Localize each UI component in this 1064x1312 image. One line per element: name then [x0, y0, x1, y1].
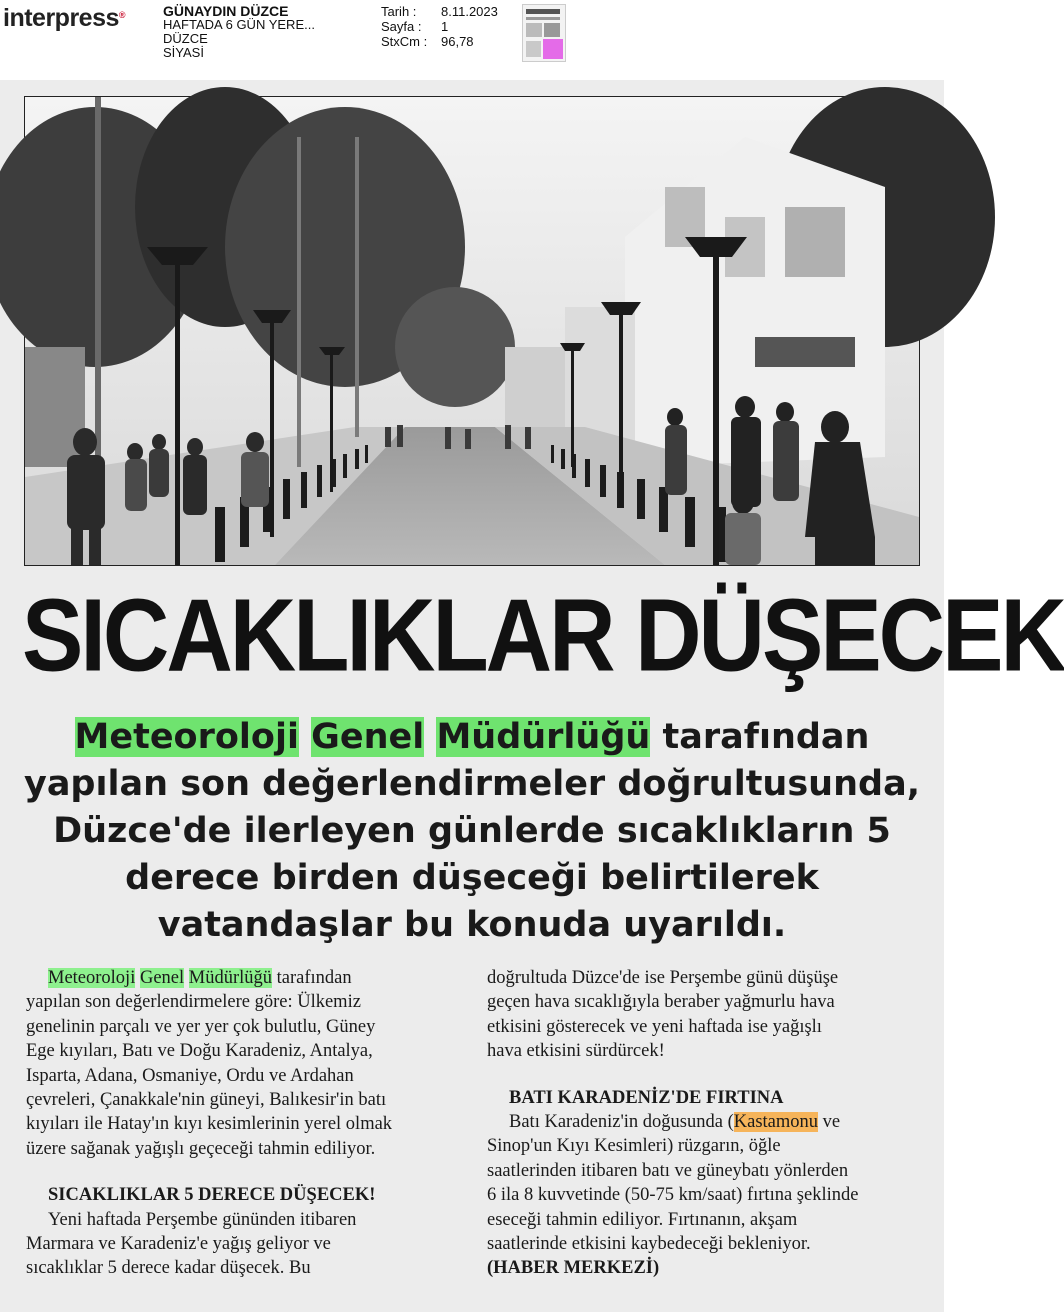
meta-key: StxCm : — [381, 34, 428, 49]
body-line: hava etkisini sürdürcek! — [487, 1041, 665, 1062]
section-subhead: SICAKLIKLAR 5 DERECE DÜŞECEK! — [48, 1185, 376, 1206]
body-line: Isparta, Adana, Osmaniye, Ordu ve Ardahan — [26, 1065, 354, 1086]
meta-row-page — [381, 19, 498, 34]
street-photo-image — [25, 97, 919, 565]
page-thumbnail[interactable] — [522, 4, 566, 62]
body-line: üzere sağanak yağışlı geçeceği tahmin ediliyor. — [26, 1138, 376, 1159]
highlighted-keyword: Müdürlüğü — [188, 968, 273, 988]
lede-line: vatandaşlar bu konuda uyarıldı. — [157, 905, 787, 945]
headline-short: HAFTADA 6 GÜN YERE... — [163, 17, 315, 32]
lede-line: Düzce'de ilerleyen günlerde sıcaklıkların 5 — [53, 811, 891, 851]
body-line: genelinin parçalı ve yer yer çok bulutlu, Güney — [26, 1016, 376, 1037]
highlighted-keyword: Genel — [311, 717, 425, 757]
clipping-header — [0, 0, 944, 80]
clipping-meta — [381, 4, 498, 49]
highlighted-keyword: Meteoroloji — [48, 968, 136, 988]
body-line: 6 ila 8 kuvvetinde (50-75 km/saat) fırtına şeklinde — [487, 1185, 859, 1206]
article-page — [0, 80, 1064, 1312]
body-line: Ege kıyıları, Batı ve Doğu Karadeniz, Antalya, — [26, 1041, 373, 1062]
highlighted-keyword: Genel — [139, 968, 185, 988]
body-line: saatlerinde etkisini kaybedeceği bekleniyor. — [487, 1234, 811, 1255]
article-column-1 — [26, 966, 446, 1281]
body-text: Batı Karadeniz'in doğusunda ( — [509, 1112, 734, 1133]
body-line: kıyıları ile Hatay'ın kıyı kesimlerinin yerel olmak — [26, 1114, 393, 1135]
body-line: saatlerinden itibaren batı ve güneybatı yönlerden — [487, 1160, 849, 1181]
source-info — [163, 4, 315, 60]
section-label: SİYASİ — [163, 45, 204, 60]
body-line: Yeni haftada Perşembe gününden itibaren — [48, 1209, 357, 1230]
lede-line: derece birden düşeceği belirtilerek — [125, 858, 819, 898]
body-line: doğrultuda Düzce'de ise Perşembe günü düşüşe — [487, 968, 839, 988]
meta-key: Tarih : — [381, 4, 417, 19]
body-line: geçen hava sıcaklığıyla beraber yağmurlu hava — [487, 992, 835, 1013]
highlighted-keyword: Meteoroloji — [74, 717, 299, 757]
meta-value: 8.11.2023 — [441, 4, 498, 19]
clipping-location-marker — [543, 39, 563, 59]
highlighted-keyword: Kastamonu — [733, 1112, 819, 1133]
body-line: sıcaklıklar 5 derece kadar düşecek. Bu — [26, 1258, 311, 1279]
body-line: eseceği tahmin ediliyor. Fırtınanın, akşam — [487, 1209, 798, 1230]
newspaper-name: GÜNAYDIN DÜZCE — [163, 3, 289, 19]
body-paragraph — [487, 966, 927, 1064]
article-column-2 — [487, 966, 927, 1281]
article-byline: (HABER MERKEZİ) — [487, 1258, 660, 1279]
article-lede — [14, 714, 930, 949]
street-photo — [24, 96, 920, 566]
meta-row-stxcm — [381, 34, 498, 49]
interpress-logo — [3, 4, 125, 33]
body-text: tarafından — [272, 968, 352, 988]
lede-line: yapılan son değerlendirmeler doğrultusunda, — [24, 764, 920, 804]
highlighted-keyword: Müdürlüğü — [436, 717, 651, 757]
registered-mark: ® — [118, 10, 126, 20]
meta-value: 96,78 — [441, 34, 474, 49]
logo-text: interpress — [3, 4, 119, 32]
body-paragraph — [26, 1208, 446, 1281]
meta-key: Sayfa : — [381, 19, 422, 34]
body-line: etkisini gösterecek ve yeni haftada ise yağışlı — [487, 1016, 822, 1037]
article-headline: SICAKLIKLAR DÜŞECEK — [22, 578, 1064, 694]
body-text: ve — [818, 1112, 841, 1133]
body-paragraph — [26, 966, 446, 1161]
body-line: Marmara ve Karadeniz'e yağış geliyor ve — [26, 1234, 331, 1255]
meta-row-date — [381, 4, 498, 19]
body-paragraph — [487, 1110, 927, 1281]
body-line: Sinop'un Kıyı Kesimleri) rüzgarın, öğle — [487, 1136, 781, 1157]
meta-value: 1 — [441, 19, 449, 34]
body-line: yapılan son değerlendirmelere göre: Ülkemiz — [26, 992, 361, 1013]
city-label: DÜZCE — [163, 31, 208, 46]
lede-text: tarafından — [650, 717, 870, 757]
body-line: çevreleri, Çanakkale'nin güneyi, Balıkesir'in batı — [26, 1090, 387, 1111]
section-subhead: BATI KARADENİZ'DE FIRTINA — [509, 1087, 784, 1108]
